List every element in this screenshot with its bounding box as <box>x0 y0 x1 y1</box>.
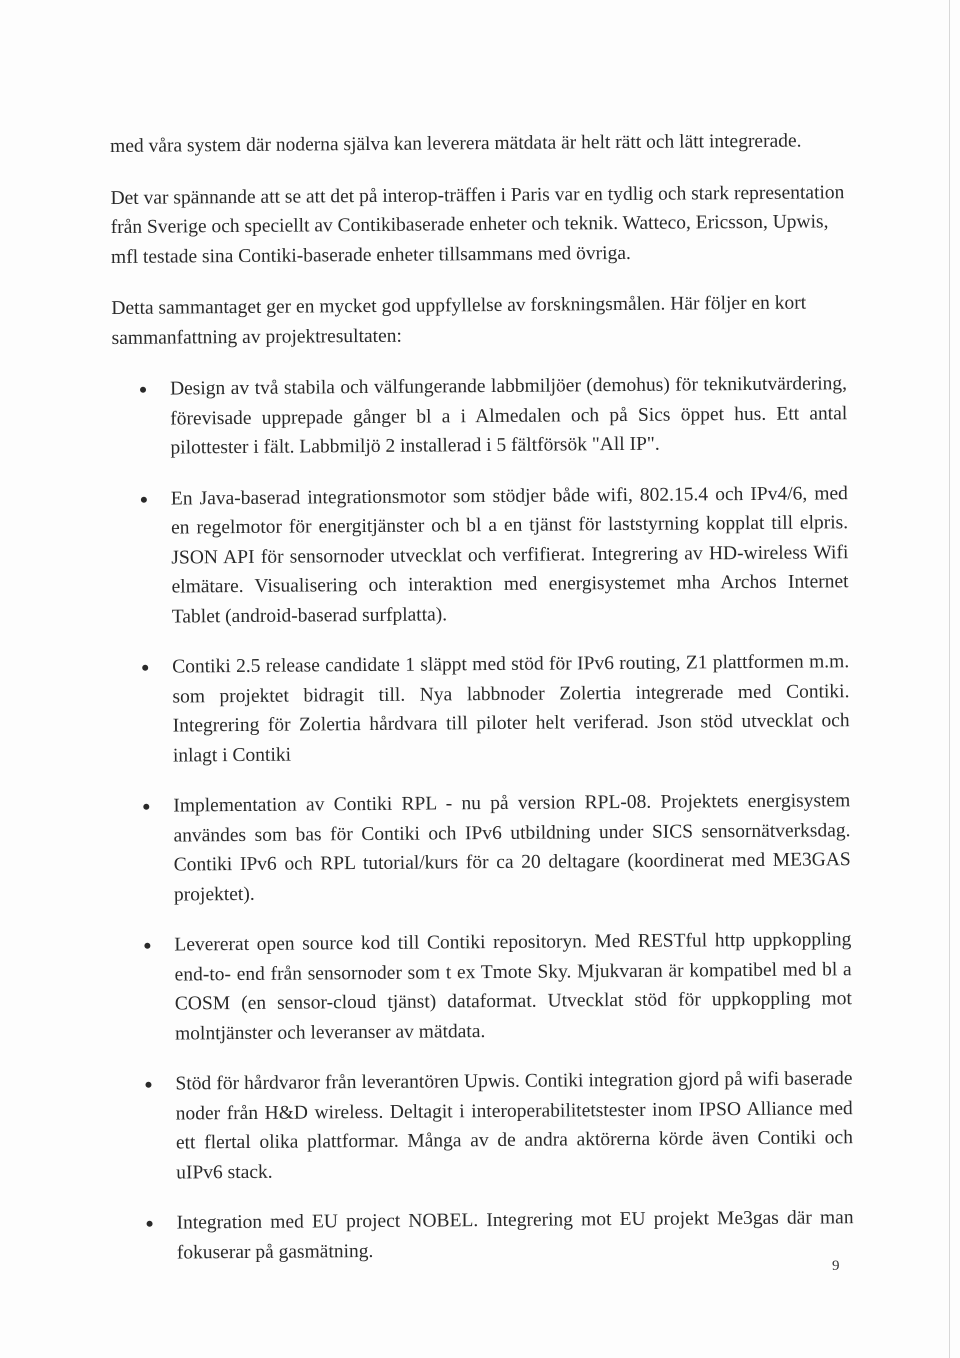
list-item <box>116 925 852 1049</box>
list-item-text: En Java-baserad integrationsmotor som stödjer både wifi, 802.15.4 och IPv4/6, med en regelmotor för energitjänster och bl a en tjänst för laststyrning kopplat till elpris. JSON API för sensornoder utvecklat och verfifierat. Integrering av HD-wireless Wifi elmätare. Visualisering och interaktion med energisystemet mha Archos Internet Tablet (android-baserad surfplatta). <box>170 482 849 628</box>
bullet-icon <box>142 665 148 671</box>
list-item-text: Levererat open source kod till Contiki repositoryn. Med RESTful http uppkoppling end-to- end från sensornoder som t ex Tmote Sky. Mjukvaran är kompatibel med bl a COSM (en sensor-cloud tjänst) dataformat. Utvecklat stöd för uppkoppling mot molntjänster och leveranser av mätdata. <box>174 929 852 1045</box>
bullet-icon <box>141 496 147 502</box>
paragraph-interop: Det var spännande att se att det på interop-träffen i Paris var en tydlig och stark representation från Sverige och speciellt av Contikibaserade enheter och teknik. Watteco, Ericsson, Upwis, mfl testade sina Contiki-baserade enheter tillsammans med övriga. <box>110 181 845 268</box>
bullet-icon <box>145 1082 151 1088</box>
bullet-icon <box>143 804 149 810</box>
paragraph-summary-intro: Detta sammantaget ger en mycket god uppfyllelse av forskningsmålen. Här följer en kort sammanfattning av projektresultaten: <box>111 292 807 349</box>
list-item <box>113 479 849 632</box>
bullet-icon <box>144 943 150 949</box>
list-item <box>114 647 850 771</box>
results-list <box>112 369 854 1268</box>
list-item <box>118 1203 853 1268</box>
list-item-text: Contiki 2.5 release candidate 1 släppt med stöd för IPv6 routing, Z1 plattformen m.m. som projektet bidragit till. Nya labbnoder Zolertia integrerade med Contiki. Integrering för Zolertia hårdvara till piloter helt veriferad. Json stöd utvecklat och inlagt i Contiki <box>172 651 850 767</box>
document-body <box>110 126 854 1289</box>
list-item-text: Stöd för hårdvaror från leverantören Upwis. Contiki integration gjord på wifi baserade noder från H&D wireless. Deltagit i interoperabilitetstester inom IPSO Alliance med ett flertal olika plattformar. Många av de andra aktörerna körde även Contiki och uIPv6 stack. <box>175 1068 854 1184</box>
list-item <box>117 1064 853 1188</box>
list-item-text: Design av två stabila och välfungerande labbmiljöer (demohus) för teknikutvärdering, förevisade upprepade gånger bl a i Almedalen och på Sics öppet hus. Ett antal pilottester i fält. Labbmiljö 2 installerad i 5 fältförsök "All IP". <box>169 373 848 459</box>
paragraph-intro: med våra system där noderna själva kan leverera mätdata är helt rätt och lätt integrerade. <box>110 130 802 157</box>
list-item-text: Implementation av Contiki RPL - nu på version RPL-08. Projektets energisystem användes som bas för Contiki och IPv6 utbildning under SICS sensornätverksdag. Contiki IPv6 och RPL tutorial/kurs för ca 20 deltagare (koordinerat med ME3GAS projektet). <box>173 790 851 906</box>
page-number: 9 <box>832 1258 840 1274</box>
page-edge-line <box>949 0 950 1358</box>
list-item <box>112 369 848 463</box>
list-item <box>115 786 851 910</box>
bullet-icon <box>140 387 146 393</box>
bullet-icon <box>147 1221 153 1227</box>
list-item-text: Integration med EU project NOBEL. Integrering mot EU projekt Me3gas där man fokuserar på gasmätning. <box>176 1207 854 1264</box>
